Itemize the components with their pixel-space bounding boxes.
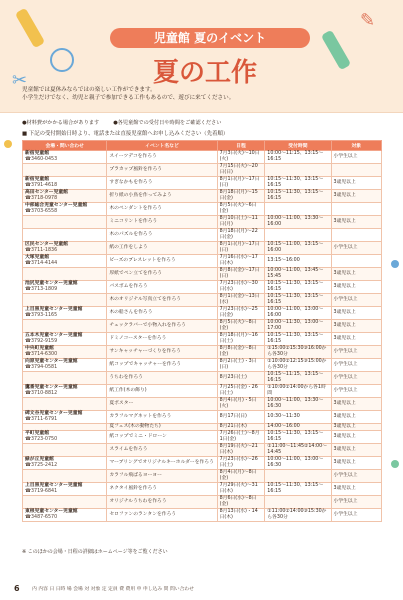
cell-date: 8月4日(月)～8日(金) [217, 470, 265, 483]
venue-name: 高田センター児童館 [25, 190, 68, 195]
cell-date: 8月17日(日) [217, 411, 265, 424]
cell-event: プラカップ風鈴を作ろう [107, 164, 217, 177]
venue-name: 新宿児童館 [25, 177, 49, 182]
cell-target: 3歳児以上 [331, 320, 381, 333]
cell-time: ①11:00②14:00③15:30から各30分 [265, 509, 331, 522]
cell-target: 3歳児以上 [331, 190, 381, 203]
page-number: 6 [14, 584, 20, 593]
paint-brush-icon: ✎ [360, 10, 376, 31]
cell-target: 3歳児以上 [331, 483, 381, 496]
table-header-row [23, 141, 382, 151]
cell-date: 7月23日(水)～26日(土) [217, 457, 265, 470]
cell-venue [23, 509, 107, 522]
cell-time: 10:15～11:15、13:15～16:15 [265, 372, 331, 385]
table-row [23, 242, 382, 255]
cell-target: 3歳児以上 [331, 307, 381, 320]
table-row [23, 496, 382, 509]
cell-target: 小学生以上 [331, 385, 381, 398]
cell-venue [23, 431, 107, 444]
cell-date: 7月23日(水)～30日(水) [217, 281, 265, 294]
col-venue: 会場・問い合わせ [23, 141, 107, 151]
cell-event: 木の船さんを作ろう [107, 307, 217, 320]
cell-date: 8月8日(金)～8日(金) [217, 346, 265, 359]
cell-time: 10:00～11:15、13:15～16:15 [265, 151, 331, 164]
cell-date: 7月26日(土)～8月1日(金) [217, 431, 265, 444]
intro-line-1: 児童館では夏休みならではの楽しい工作ができます。 [22, 87, 156, 93]
venue-name: 緑が丘児童館 [25, 457, 54, 462]
table-row [23, 385, 382, 398]
cell-target: 3歳児以上 [331, 281, 381, 294]
table-row [23, 203, 382, 216]
cell-time: ①15:00②15:30③16:00から各30分 [265, 346, 331, 359]
cell-venue [23, 457, 107, 470]
table-row [23, 411, 382, 424]
table-row [23, 320, 382, 333]
cell-event: 厚紙でペン立てを作ろう [107, 268, 217, 281]
glue-icon [321, 30, 351, 71]
venue-name: 向原児童センター児童館 [25, 359, 78, 364]
cell-venue [23, 333, 107, 346]
cell-target: 小学生以上 [331, 242, 381, 255]
table-row [23, 307, 382, 320]
venue-name: 平町児童館 [25, 431, 49, 436]
cell-event: 木のパズルを作ろう [107, 229, 217, 242]
legend: 内 内容 日 日時 場 会場 対 対象 定 定員 費 費用 申 申し込み 問 問い合わせ [32, 587, 194, 592]
venue-name: 区民センター児童館 [25, 242, 68, 247]
cell-date: 7月23日(水)～25日(金) [217, 307, 265, 320]
cell-event: 紙の工作をしよう [107, 242, 217, 255]
cell-venue [23, 411, 107, 424]
cell-target: 3歳児以上 [331, 411, 381, 424]
cell-target: 3歳児以上 [331, 444, 381, 457]
venue-name: 五本木児童センター児童館 [25, 333, 83, 338]
cell-event: カラフルマグネットを作ろう [107, 411, 217, 424]
cell-venue [23, 281, 107, 294]
cell-venue [23, 359, 107, 372]
cell-time: 10:00～11:00、13:45～15:45 [265, 268, 331, 281]
cell-time: ①11:00～11:45②14:00～14:45 [265, 444, 331, 457]
cell-event: ビーズのブレスレットを作ろう [107, 255, 217, 268]
venue-phone: ☎3703-6558 [25, 209, 58, 214]
cell-time [265, 203, 331, 216]
cell-target: 3歳児以上 [331, 268, 381, 281]
table-row [23, 229, 382, 242]
cell-time: 10:15～11:30、13:15～16:15 [265, 333, 331, 346]
cell-event: 紙コップでキャッチャーを作ろう [107, 359, 217, 372]
cell-time: ①10:00②12:15③15:00から各30分 [265, 359, 331, 372]
cell-venue [23, 496, 107, 509]
cell-time [265, 164, 331, 177]
cell-time: 10:15～11:30、13:15～16:15 [265, 177, 331, 190]
pencil-icon [15, 8, 45, 49]
cell-venue [23, 255, 107, 268]
table-row [23, 281, 382, 294]
page-title: 児童館 夏のイベント [110, 28, 310, 48]
cell-target: 小学生以上 [331, 346, 381, 359]
cell-target: 小学生以上 [331, 509, 381, 522]
col-time: 受付時間 [265, 141, 331, 151]
cell-event: スイーツデコを作ろう [107, 151, 217, 164]
cell-time: 10:00～11:30、13:00～17:00 [265, 320, 331, 333]
cell-target [331, 203, 381, 216]
cell-target: 小学生以上 [331, 151, 381, 164]
cell-target: 3歳児以上 [331, 424, 381, 431]
cell-venue [23, 346, 107, 359]
cell-date: 8月23日(土) [217, 372, 265, 385]
cell-time [265, 496, 331, 509]
cell-target: 小学生以上 [331, 496, 381, 509]
table-row [23, 255, 382, 268]
cell-date: 8月19日(火)～21日(木) [217, 444, 265, 457]
cell-target [331, 229, 381, 242]
venue-name: 池尻児童センター児童館 [25, 281, 78, 286]
cell-event: ドミノコースターを作ろう [107, 333, 217, 346]
cell-venue [23, 372, 107, 385]
table-row [23, 457, 382, 470]
cell-event: 木のペンダントを作ろう [107, 203, 217, 216]
venue-phone: ☎3713-1809 [25, 287, 58, 292]
cell-venue [23, 444, 107, 457]
cell-event: すぎなかもを作ろう [107, 177, 217, 190]
cell-event: 折り紙の小鳥を作ってみよう [107, 190, 217, 203]
cell-time [265, 229, 331, 242]
intro-text [22, 86, 322, 102]
table-row [23, 151, 382, 164]
cell-time [265, 470, 331, 483]
cell-venue [23, 483, 107, 496]
cell-date: 7月29日(火)～31日(木) [217, 483, 265, 496]
venue-name: 鷹番児童センター児童館 [25, 385, 78, 390]
cell-venue [23, 229, 107, 242]
cell-time: ①10:00②14:00から各1時間 [265, 385, 331, 398]
cell-date: 8月10日(土)～11日(月) [217, 216, 265, 229]
ruler-icon: ✂ [12, 70, 28, 91]
cell-event: スライムを作ろう [107, 444, 217, 457]
cell-event: 紙コップでミニ・ドローン [107, 431, 217, 444]
cell-date: 8月18日(月)～15日(金) [217, 190, 265, 203]
venue-phone: ☎3487-6570 [25, 515, 58, 520]
venue-name: 上目黒児童センター児童館 [25, 483, 83, 488]
table-row [23, 190, 382, 203]
cell-date: 8月8日(金)～17日(日) [217, 268, 265, 281]
cell-event: セロファンのランタンを作ろう [107, 509, 217, 522]
col-date: 日程 [217, 141, 265, 151]
venue-phone: ☎3723-0750 [25, 437, 58, 442]
venue-phone: ☎3792-9159 [25, 339, 58, 344]
cell-date: 8月18日(月)～22日(金) [217, 229, 265, 242]
venue-name: 中央町児童館 [25, 346, 54, 351]
venue-name: 上目黒児童センター児童館 [25, 307, 83, 312]
cell-target: 3歳児以上 [331, 431, 381, 444]
cell-date: 8月21日(木) [217, 424, 265, 431]
cell-target [331, 255, 381, 268]
venue-phone: ☎3710-8812 [25, 391, 58, 396]
cell-venue [23, 398, 107, 411]
cell-date: 8月1日(月)～17日(日) [217, 177, 265, 190]
venue-name: 東根児童センター児童館 [25, 509, 78, 514]
venue-phone: ☎3718-0978 [25, 196, 58, 201]
cell-time: 13:15～16:00 [265, 255, 331, 268]
page-subtitle: 夏の工作 [152, 58, 257, 88]
table-row [23, 470, 382, 483]
cell-date: 8月2日(土)・3日(日) [217, 359, 265, 372]
cell-venue [23, 164, 107, 177]
cell-target [331, 164, 381, 177]
table-row [23, 333, 382, 346]
table-row [23, 346, 382, 359]
cell-venue [23, 294, 107, 307]
cell-venue [23, 424, 107, 431]
venue-phone: ☎3714-4144 [25, 261, 58, 266]
cell-date: 7月16日(水)～17日(木) [217, 255, 265, 268]
venue-name: 中部総合児童センター児童館 [25, 203, 88, 208]
table-row [23, 431, 382, 444]
table-row [23, 294, 382, 307]
cell-target: 小学生以上 [331, 470, 381, 483]
table-row [23, 398, 382, 411]
cell-time: 10:15～11:30、13:15～16:15 [265, 281, 331, 294]
cell-venue [23, 203, 107, 216]
table-row [23, 444, 382, 457]
cell-date: 8月6日(水)～8日(金) [217, 496, 265, 509]
cell-event: 木のオリジナル写真立てを作ろう [107, 294, 217, 307]
cell-time: 14:00～16:00 [265, 424, 331, 431]
col-target: 対象 [331, 141, 381, 151]
footer-note: ※ このほかの会場・日程の詳細はホームページ等をご覧ください [22, 549, 168, 555]
cell-venue [23, 385, 107, 398]
cell-venue [23, 242, 107, 255]
venue-phone: ☎3791-4618 [25, 183, 58, 188]
cell-date: 8月13日(水)・14日(木) [217, 509, 265, 522]
cell-date: 7月3日(火)～10日(火) [217, 151, 265, 164]
venue-phone: ☎3460-0453 [25, 157, 58, 162]
dot-icon [391, 260, 399, 268]
cell-venue [23, 151, 107, 164]
venue-phone: ☎3719-6841 [25, 489, 58, 494]
cell-date: 7月25日(金)・26日(土) [217, 385, 265, 398]
dot-icon [391, 460, 399, 468]
table-row [23, 268, 382, 281]
venue-phone: ☎3714-6300 [25, 352, 58, 357]
scissors-icon [50, 48, 74, 72]
cell-event: 夏フェス(木の動物たち) [107, 424, 217, 431]
events-table [22, 140, 382, 522]
intro-line-2: 小学生だけでなく、幼児と親子で参加できる工作もあるので、遊びに来てください。 [22, 95, 235, 101]
cell-event: オリジナルうちわを作ろう [107, 496, 217, 509]
venue-phone: ☎3793-1165 [25, 313, 58, 318]
cell-time: 10:30～11:30 [265, 411, 331, 424]
cell-date: 8月1日(月)～17日(日) [217, 242, 265, 255]
table-row [23, 177, 382, 190]
venue-name: 碑文谷児童センター児童館 [25, 411, 83, 416]
dot-icon [4, 140, 12, 148]
note-2: ●各児童館での受付日や時間をご確認ください [113, 120, 222, 126]
cell-time: 10:15～11:30、13:15～16:15 [265, 431, 331, 444]
cell-event: 夏ポスター [107, 398, 217, 411]
cell-event: ミニコリントを作ろう [107, 216, 217, 229]
cell-venue [23, 320, 107, 333]
table-row [23, 424, 382, 431]
cell-event: ネクタイ風鈴を作ろう [107, 483, 217, 496]
cell-target: 小学生以上 [331, 372, 381, 385]
venue-phone: ☎3725-2412 [25, 463, 58, 468]
cell-event: バスボムを作ろう [107, 281, 217, 294]
cell-date: 8月5日(火)～8日(金) [217, 320, 265, 333]
table-row [23, 359, 382, 372]
cell-date: 8月1日(金)～13日(水) [217, 294, 265, 307]
table-body [23, 151, 382, 522]
cell-target: 3歳児以上 [331, 457, 381, 470]
table-row [23, 509, 382, 522]
venue-phone: ☎3711-1836 [25, 248, 58, 253]
cell-target: 3歳児以上 [331, 398, 381, 411]
note-1: ●材料費がかかる場合があります [22, 120, 100, 126]
cell-venue [23, 177, 107, 190]
cell-time: 10:00～11:00、13:00～16:00 [265, 307, 331, 320]
table-row [23, 216, 382, 229]
cell-date: 7月15日(火)～20日(日) [217, 164, 265, 177]
cell-event: 紙工作(木の飾り) [107, 385, 217, 398]
venue-name: 大塚児童館 [25, 255, 49, 260]
cell-event: マーブリングでオリジナルキーホルダーを作ろう [107, 457, 217, 470]
cell-venue [23, 470, 107, 483]
cell-event: カラフル飛ばるヨーヨー [107, 470, 217, 483]
cell-target: 3歳児以上 [331, 333, 381, 346]
cell-target: 3歳児以上 [331, 177, 381, 190]
venue-name: 新宿児童館 [25, 151, 49, 156]
cell-time: 10:15～11:30、13:15～16:15 [265, 294, 331, 307]
cell-event: チェックラバーで小物入れを作ろう [107, 320, 217, 333]
col-event: イベント名など [107, 141, 217, 151]
cell-venue [23, 268, 107, 281]
venue-phone: ☎3794-0581 [25, 365, 58, 370]
cell-event: うちわを作ろう [107, 372, 217, 385]
cell-target: 小学生以上 [331, 359, 381, 372]
cell-date: 8月5日(火)～6日(金) [217, 203, 265, 216]
cell-time: 10:15～11:00、13:15～16:00 [265, 242, 331, 255]
cell-target: 3歳児以上 [331, 216, 381, 229]
cell-date: 8月4日(月)・5日(火) [217, 398, 265, 411]
cell-venue [23, 216, 107, 229]
cell-time: 10:15～11:30、13:15～16:15 [265, 483, 331, 496]
registration-lead: ■ 下記の受付開始日時より、電話または直接児童館へお申し込みください（先着順） [22, 131, 229, 137]
cell-venue [23, 307, 107, 320]
cell-event: サンキャッチャーづくりを作ろう [107, 346, 217, 359]
cell-time: 10:00～11:00、13:00～16:30 [265, 457, 331, 470]
cell-time: 10:00～11:00、13:30～16:30 [265, 398, 331, 411]
table-row [23, 164, 382, 177]
cell-time: 10:00～11:00、13:30～16:00 [265, 216, 331, 229]
cell-venue [23, 190, 107, 203]
intro-notes [22, 120, 382, 127]
cell-date: 8月18日(月)～16日(土) [217, 333, 265, 346]
cell-time: 10:15～11:30、13:15～16:15 [265, 190, 331, 203]
table-row [23, 372, 382, 385]
cell-target: 小学生以上 [331, 294, 381, 307]
venue-phone: ☎3711-6791 [25, 417, 58, 422]
table-row [23, 483, 382, 496]
